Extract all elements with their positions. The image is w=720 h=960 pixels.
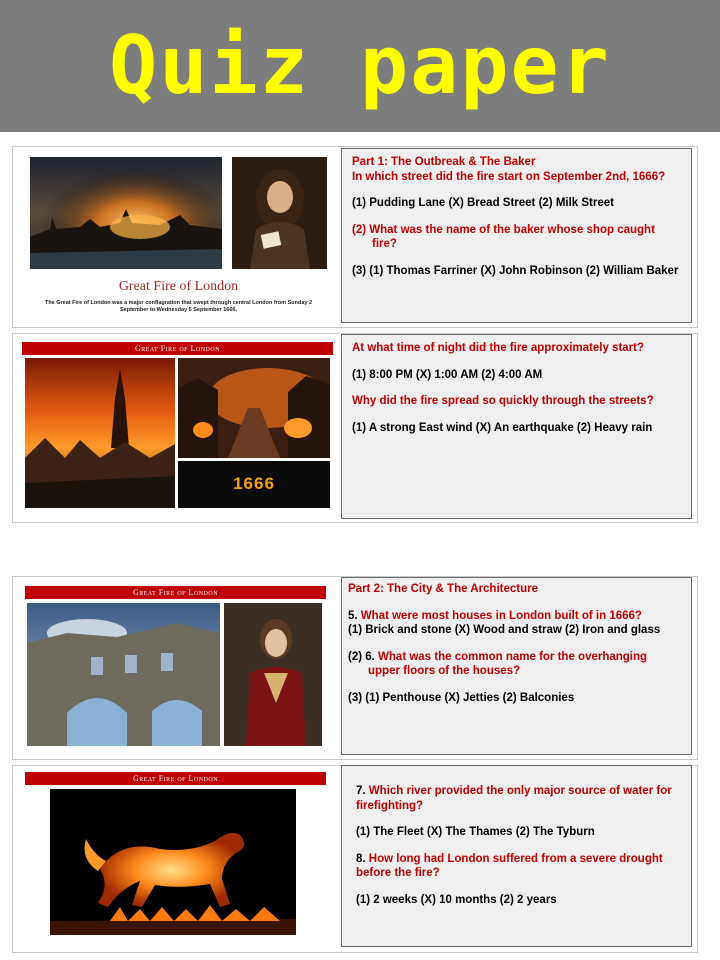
castle-ruins-image bbox=[27, 603, 220, 746]
samuel-pepys-portrait bbox=[232, 157, 327, 269]
question-5-number: 5. bbox=[348, 609, 358, 622]
question-3-options: (1) 8:00 PM (X) 1:00 AM (2) 4:00 AM bbox=[352, 368, 543, 381]
question-2-prefix: (2) bbox=[352, 223, 367, 236]
question-7-row bbox=[356, 784, 681, 813]
question-3: At what time of night did the fire approximately start? bbox=[352, 342, 644, 354]
city-fire-painting bbox=[30, 157, 222, 269]
page-title: Quiz paper bbox=[109, 19, 611, 112]
part-1-heading: Part 1: The Outbreak & The Baker bbox=[352, 156, 536, 168]
slide-4-title-bar: Great Fire of London bbox=[25, 772, 326, 785]
question-2-row bbox=[352, 223, 681, 252]
burning-city-image bbox=[25, 358, 175, 508]
question-2-options: (3) (1) Thomas Farriner (X) John Robinson (2) William Baker bbox=[352, 264, 679, 277]
slide-2-title-bar: Great Fire of London bbox=[22, 342, 333, 355]
question-box-3 bbox=[341, 577, 692, 755]
question-2: What was the name of the baker whose shop caught fire? bbox=[369, 223, 655, 250]
part-2-heading: Part 2: The City & The Architecture bbox=[348, 583, 539, 595]
question-8-number: 8. bbox=[356, 852, 366, 865]
question-1-options: (1) Pudding Lane (X) Bread Street (2) Milk Street bbox=[352, 197, 614, 209]
question-6-prefix: (2) 6. bbox=[348, 650, 375, 663]
question-5: What were most houses in London built of in 1666? bbox=[360, 609, 642, 622]
caption-title: Great Fire of London bbox=[118, 279, 239, 294]
question-box-2 bbox=[341, 334, 692, 519]
question-7: Which river provided the only major source of water for firefighting? bbox=[356, 785, 672, 812]
question-8: How long had London suffered from a severe drought before the fire? bbox=[356, 852, 663, 879]
question-6: What was the common name for the overhanging upper floors of the houses? bbox=[368, 650, 648, 677]
question-5-row bbox=[348, 609, 681, 624]
question-box-1 bbox=[341, 148, 692, 323]
caption-text: The Great Fire of London was a major conflagration that swept through central London from Sunday 2 September to Wednesday 5 September 1666. bbox=[44, 300, 313, 313]
question-8-row bbox=[356, 852, 681, 881]
slide-3-title-bar: Great Fire of London bbox=[25, 586, 326, 599]
question-6-row bbox=[348, 650, 681, 679]
question-5-options: (1) Brick and stone (X) Wood and straw (2) Iron and glass bbox=[348, 624, 661, 636]
question-7-number: 7. bbox=[356, 785, 366, 797]
year-box bbox=[178, 461, 330, 508]
question-1: In which street did the fire start on September 2nd, 1666? bbox=[352, 170, 666, 183]
year-label: 1666 bbox=[233, 474, 275, 493]
question-box-4 bbox=[341, 765, 692, 947]
woman-portrait-image bbox=[224, 603, 322, 746]
question-6-options: (3) (1) Penthouse (X) Jetties (2) Balconies bbox=[348, 691, 575, 704]
question-4: Why did the fire spread so quickly through the streets? bbox=[352, 395, 654, 407]
question-7-options: (1) The Fleet (X) The Thames (2) The Tyburn bbox=[356, 826, 595, 838]
header-banner bbox=[0, 0, 720, 132]
burning-street-image bbox=[178, 358, 330, 458]
question-4-options: (1) A strong East wind (X) An earthquake (2) Heavy rain bbox=[352, 421, 653, 434]
question-8-options: (1) 2 weeks (X) 10 months (2) 2 years bbox=[356, 893, 557, 906]
fire-horse-image bbox=[50, 789, 296, 935]
